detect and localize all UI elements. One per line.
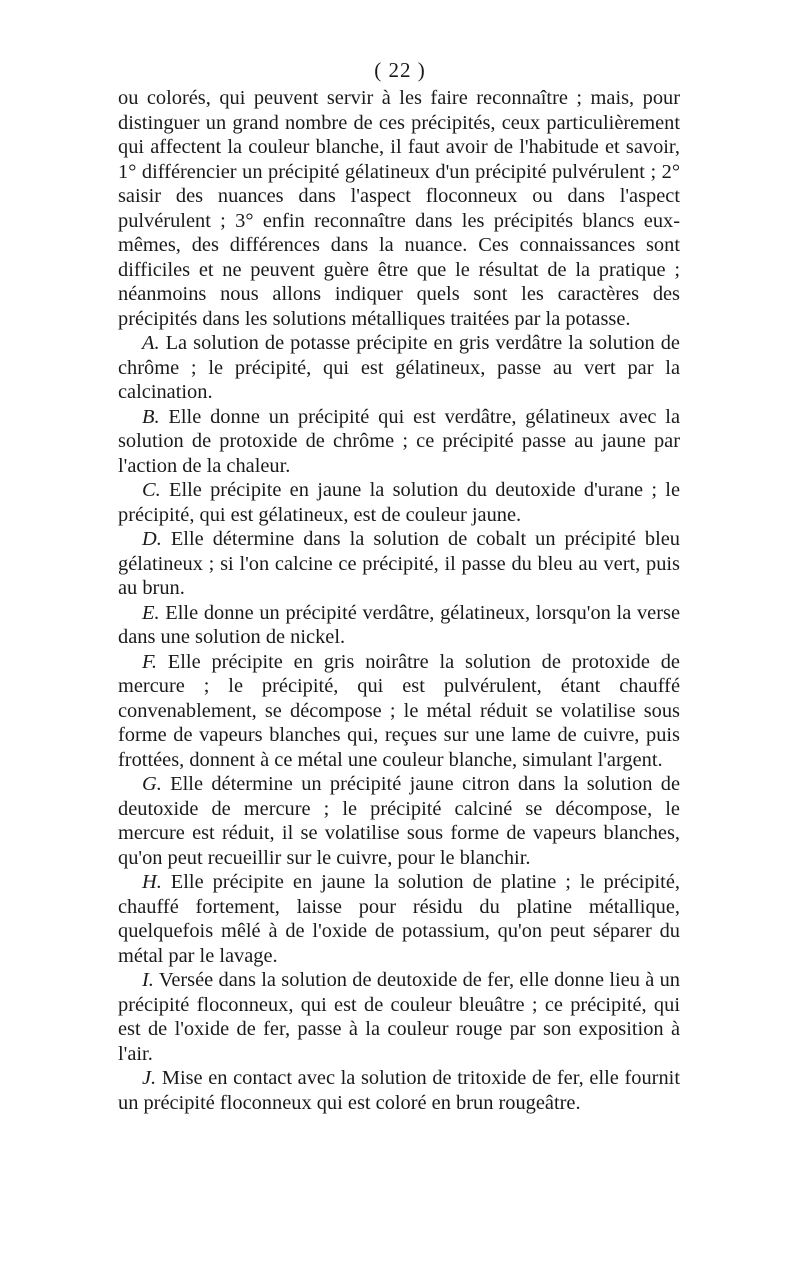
paragraph-marker: J. (142, 1067, 157, 1089)
paragraph-marker: H. (142, 871, 162, 893)
paragraph-text: La solution de potasse précipite en gris verdâtre la solution de chrôme ; le précipité, qui est gélatineux, passe au vert par la calcination. (118, 332, 680, 403)
paragraph-i (118, 968, 680, 1066)
page-number: ( 22 ) (374, 58, 426, 82)
paragraph-text: Elle détermine dans la solution de cobalt un précipité bleu gélatineux ; si l'on calcine ce précipité, il passe du bleu au vert, puis au brun. (118, 528, 680, 599)
body-text (118, 86, 680, 1115)
paragraph-text: ou colorés, qui peuvent servir à les faire reconnaître ; mais, pour distinguer un grand nombre de ces précipités, ceux particulièrement qui affectent la couleur blanche, il faut avoir de l'habitude et savoir, 1° différencier un précipité gélatineux d'un précipité pulvérulent ; 2° saisir des nuances dans l'aspect floconneux ou dans l'aspect pulvérulent ; 3° enfin reconnaître dans les précipités blancs eux-mêmes, des différences dans la nuance. Ces connaissances sont difficiles et ne peuvent guère être que le résultat de la pratique ; néanmoins nous allons indiquer quels sont les caractères des précipités dans les solutions métalliques traitées par la potasse. (118, 87, 680, 330)
paragraph-marker: A. (142, 332, 160, 354)
paragraph-intro (118, 86, 680, 331)
paragraph-b (118, 405, 680, 479)
paragraph-marker: F. (142, 650, 157, 673)
paragraph-text: Elle précipite en jaune la solution du deutoxide d'urane ; le précipité, qui est gélatineux, est de couleur jaune. (118, 479, 680, 526)
paragraph-e (118, 601, 680, 650)
paragraph-text: Elle précipite en jaune la solution de platine ; le précipité, chauffé fortement, laisse pour résidu du platine métallique, quelquefois mêlé à de l'oxide de potassium, qu'on peut séparer du métal par le lavage. (118, 871, 680, 967)
paragraph-text: Elle donne un précipité qui est verdâtre, gélatineux avec la solution de protoxide de chrôme ; ce précipité passe au jaune par l'action de la chaleur. (118, 405, 680, 477)
paragraph-text: Elle donne un précipité verdâtre, gélatineux, lorsqu'on la verse dans une solution de nickel. (118, 601, 680, 648)
paragraph-marker: E. (142, 601, 160, 624)
paragraph-j (118, 1066, 680, 1115)
paragraph-text: Versée dans la solution de deutoxide de fer, elle donne lieu à un précipité floconneux, qui est de couleur bleuâtre ; ce précipité, qui est de l'oxide de fer, passe à la couleur rouge par son exposition à l'air. (118, 969, 680, 1065)
paragraph-text: Elle détermine un précipité jaune citron dans la solution de deutoxide de mercure ; le précipité calciné se décompose, le mercure est réduit, il se volatilise sous forme de vapeurs blanches, qu'on peut recueillir sur le cuivre, pour le blanchir. (118, 773, 680, 869)
paragraph-text: Elle précipite en gris noirâtre la solution de protoxide de mercure ; le précipité, qui est pulvérulent, étant chauffé convenablement, se décompose ; le métal réduit se volatilise sous forme de vapeurs blanches qui, reçues sur une lame de cuivre, puis frottées, donnent à ce métal une couleur blanche, simulant l'argent. (118, 650, 680, 771)
paragraph-marker: C. (142, 479, 161, 501)
paragraph-g (118, 772, 680, 870)
paragraph-a (118, 331, 680, 405)
paragraph-marker: G. (142, 773, 162, 795)
paragraph-text: Mise en contact avec la solution de tritoxide de fer, elle fournit un précipité floconneux qui est coloré en brun rougeâtre. (118, 1067, 680, 1114)
paragraph-marker: D. (142, 528, 162, 550)
paragraph-f (118, 650, 680, 773)
paragraph-marker: I. (142, 969, 154, 991)
paragraph-c (118, 478, 680, 527)
paragraph-h (118, 870, 680, 968)
paragraph-marker: B. (142, 405, 160, 428)
paragraph-d (118, 527, 680, 601)
